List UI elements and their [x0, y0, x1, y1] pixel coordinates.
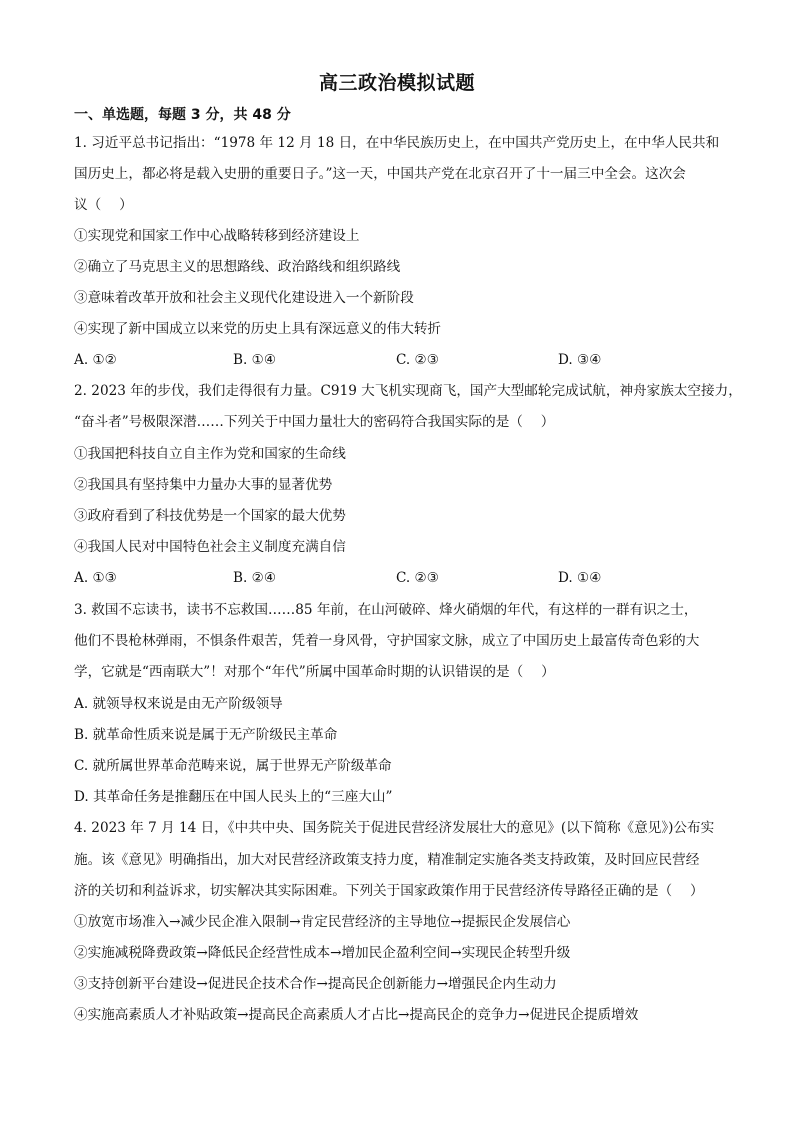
- q4-stem-line-3: 济的关切和利益诉求，切实解决其实际困难。下列关于国家政策作用于民营经济传导路径正确的是（ ）: [74, 883, 704, 899]
- q3-choice-b: B. 就革命性质来说是属于无产阶级民主革命: [74, 727, 338, 743]
- q2-stem-line-1: 2. 2023 年的步伐，我们走得很有力量。C919 大飞机实现商飞，国产大型邮轮完成试航，神舟家族太空接力，: [74, 383, 742, 399]
- q4-statement-2: ②实施减税降费政策→降低民企经营性成本→增加民企盈利空间→实现民企转型升级: [74, 945, 571, 961]
- q1-option-c: C. ②③: [396, 352, 439, 368]
- q2-statement-3: ③政府看到了科技优势是一个国家的最大优势: [74, 508, 346, 524]
- q1-option-d: D. ③④: [558, 352, 602, 368]
- q2-option-c: C. ②③: [396, 570, 439, 586]
- q3-stem-line-2: 他们不畏枪林弹雨，不惧条件艰苦，凭着一身风骨，守护国家文脉，成立了中国历史上最富传奇色彩的大: [74, 633, 700, 649]
- q4-stem-line-2: 施。该《意见》明确指出，加大对民营经济政策支持力度，精准制定实施各类支持政策，及时回应民营经: [74, 852, 700, 868]
- q2-statement-2: ②我国具有坚持集中力量办大事的显著优势: [74, 477, 333, 493]
- q3-stem-line-1: 3. 救国不忘读书，读书不忘救国……85 年前，在山河破碎、烽火硝烟的年代，有这样的一群有识之士，: [74, 602, 698, 618]
- q1-option-b: B. ①④: [233, 352, 277, 368]
- q3-choice-a: A. 就领导权来说是由无产阶级领导: [74, 696, 283, 712]
- q1-statement-2: ②确立了马克思主义的思想路线、政治路线和组织路线: [74, 259, 401, 275]
- q1-statement-4: ④实现了新中国成立以来党的历史上具有深远意义的伟大转折: [74, 321, 442, 337]
- q2-statement-1: ①我国把科技自立自主作为党和国家的生命线: [74, 446, 346, 462]
- q3-choice-c: C. 就所属世界革命范畴来说，属于世界无产阶级革命: [74, 758, 392, 774]
- q1-options: [74, 350, 734, 370]
- q1-statement-1: ①实现党和国家工作中心战略转移到经济建设上: [74, 228, 360, 244]
- q4-stem-line-1: 4. 2023 年 7 月 14 日，《中共中央、国务院关于促进民营经济发展壮大的意见》(以下简称《意见》)公布实: [74, 820, 715, 836]
- q4-statement-1: ①放宽市场准入→减少民企准入限制→肯定民营经济的主导地位→提振民企发展信心: [74, 914, 571, 930]
- q1-stem-line-2: 国历史上，都必将是载入史册的重要日子。”这一天，中国共产党在北京召开了十一届三中全会。这次会: [74, 166, 686, 182]
- q2-statement-4: ④我国人民对中国特色社会主义制度充满自信: [74, 539, 346, 555]
- q1-stem-line-3: 议（ ）: [74, 197, 133, 213]
- q3-choice-d: D. 其革命任务是推翻压在中国人民头上的“三座大山”: [74, 789, 393, 805]
- q2-options: [74, 568, 734, 588]
- q1-option-a: A. ①②: [74, 352, 117, 368]
- q2-stem-line-2: “奋斗者”号极限深潜……下列关于中国力量壮大的密码符合我国实际的是（ ）: [74, 414, 555, 430]
- q4-statement-3: ③支持创新平台建设→促进民企技术合作→提高民企创新能力→增强民企内生动力: [74, 976, 557, 992]
- page-title: 高三政治模拟试题: [318, 72, 475, 94]
- q2-option-b: B. ②④: [233, 570, 277, 586]
- q1-stem-line-1: 1. 习近平总书记指出：“1978 年 12 月 18 日，在中华民族历史上，在中国共产党历史上，在中华人民共和: [74, 135, 720, 151]
- q2-option-a: A. ①③: [74, 570, 117, 586]
- q4-statement-4: ④实施高素质人才补贴政策→提高民企高素质人才占比→提高民企的竞争力→促进民企提质增效: [74, 1007, 639, 1023]
- q2-option-d: D. ①④: [558, 570, 602, 586]
- section-heading: 一、单选题，每题 3 分，共 48 分: [74, 107, 291, 123]
- q3-stem-line-3: 学，它就是“西南联大”！对那个“年代”所属中国革命时期的认识错误的是（ ）: [74, 664, 555, 680]
- q1-statement-3: ③意味着改革开放和社会主义现代化建设进入一个新阶段: [74, 290, 414, 306]
